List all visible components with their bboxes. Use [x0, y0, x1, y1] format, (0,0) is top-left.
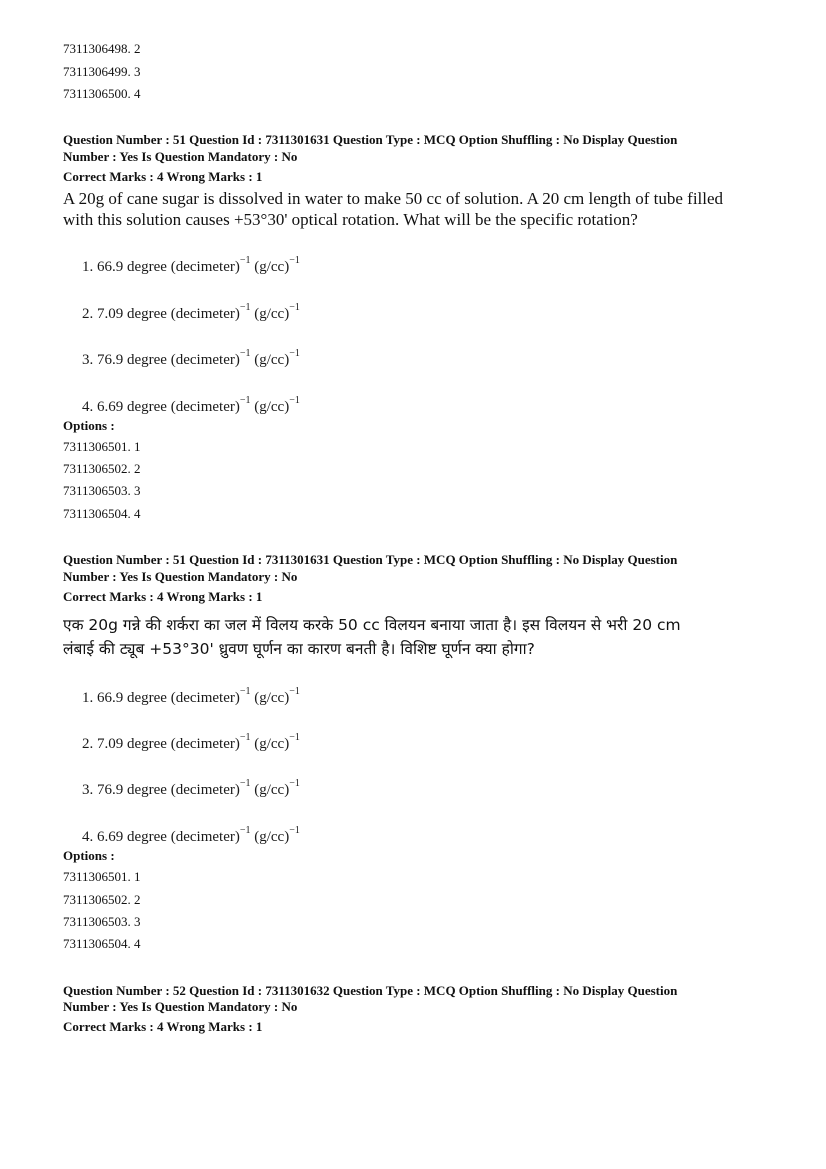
question-header-continued: Number : Yes Is Question Mandatory : No: [63, 999, 298, 1014]
option-id-row: 7311306503. 3: [63, 483, 141, 498]
option-id-row: 7311306502. 2: [63, 892, 141, 907]
marks-info: Correct Marks : 4 Wrong Marks : 1: [63, 589, 263, 604]
option-id-row: 7311306504. 4: [63, 936, 141, 951]
question-text-line: एक 20g गन्ने की शर्करा का जल में विलय करके 50 cc विलयन बनाया जाता है। इस विलयन से भरी 20 cm: [63, 616, 681, 634]
options-label: Options :: [63, 418, 115, 433]
question-header: Question Number : 51 Question Id : 7311301631 Question Type : MCQ Option Shuffling : No Display Question: [63, 132, 678, 147]
answer-choice-3: 3. 76.9 degree (decimeter)$^{-1}$ $(g/cc)^{-1}$: [82, 778, 300, 798]
option-id-row: 7311306499. 3: [63, 64, 141, 79]
option-id-row: 7311306502. 2: [63, 461, 141, 476]
options-label: Options :: [63, 848, 115, 863]
answer-choice-1: 1. 66.9 degree (decimeter)$^{-1}$ $(g/cc)^{-1}$: [82, 686, 300, 706]
answer-choice-4: 4. 6.69 degree (decimeter)$^{-1}$ $(g/cc)^{-1}$: [82, 395, 300, 415]
option-id-row: 7311306500. 4: [63, 86, 141, 101]
marks-info: Correct Marks : 4 Wrong Marks : 1: [63, 1019, 263, 1034]
answer-choice-2: 2. 7.09 degree (decimeter)$^{-1}$ $(g/cc)^{-1}$: [82, 302, 300, 322]
question-text-line: A 20g of cane sugar is dissolved in water to make 50 cc of solution. A 20 cm length of tube filled: [63, 189, 724, 208]
option-id-row: 7311306504. 4: [63, 506, 141, 521]
answer-choice-2: 2. 7.09 degree (decimeter)$^{-1}$ $(g/cc)^{-1}$: [82, 732, 300, 752]
option-id-row: 7311306501. 1: [63, 869, 141, 884]
marks-info: Correct Marks : 4 Wrong Marks : 1: [63, 169, 263, 184]
option-id-row: 7311306498. 2: [63, 41, 141, 56]
question-text-line: with this solution causes +53°30' optical rotation. What will be the specific rotation?: [63, 210, 638, 229]
answer-choice-1: 1. 66.9 degree (decimeter)$^{-1}$ $(g/cc)^{-1}$: [82, 255, 300, 275]
question-header-continued: Number : Yes Is Question Mandatory : No: [63, 149, 298, 164]
option-id-row: 7311306501. 1: [63, 439, 141, 454]
question-header: Question Number : 51 Question Id : 7311301631 Question Type : MCQ Option Shuffling : No Display Question: [63, 552, 678, 567]
answer-choice-4: 4. 6.69 degree (decimeter)$^{-1}$ $(g/cc)^{-1}$: [82, 825, 300, 845]
question-text-line: लंबाई की ट्यूब +53°30' ध्रुवण घूर्णन का कारण बनती है। विशिष्ट घूर्णन क्या होगा?: [63, 640, 535, 658]
question-header: Question Number : 52 Question Id : 7311301632 Question Type : MCQ Option Shuffling : No Display Question: [63, 983, 678, 998]
answer-choice-3: 3. 76.9 degree (decimeter)$^{-1}$ $(g/cc)^{-1}$: [82, 348, 300, 368]
option-id-row: 7311306503. 3: [63, 914, 141, 929]
question-header-continued: Number : Yes Is Question Mandatory : No: [63, 569, 298, 584]
